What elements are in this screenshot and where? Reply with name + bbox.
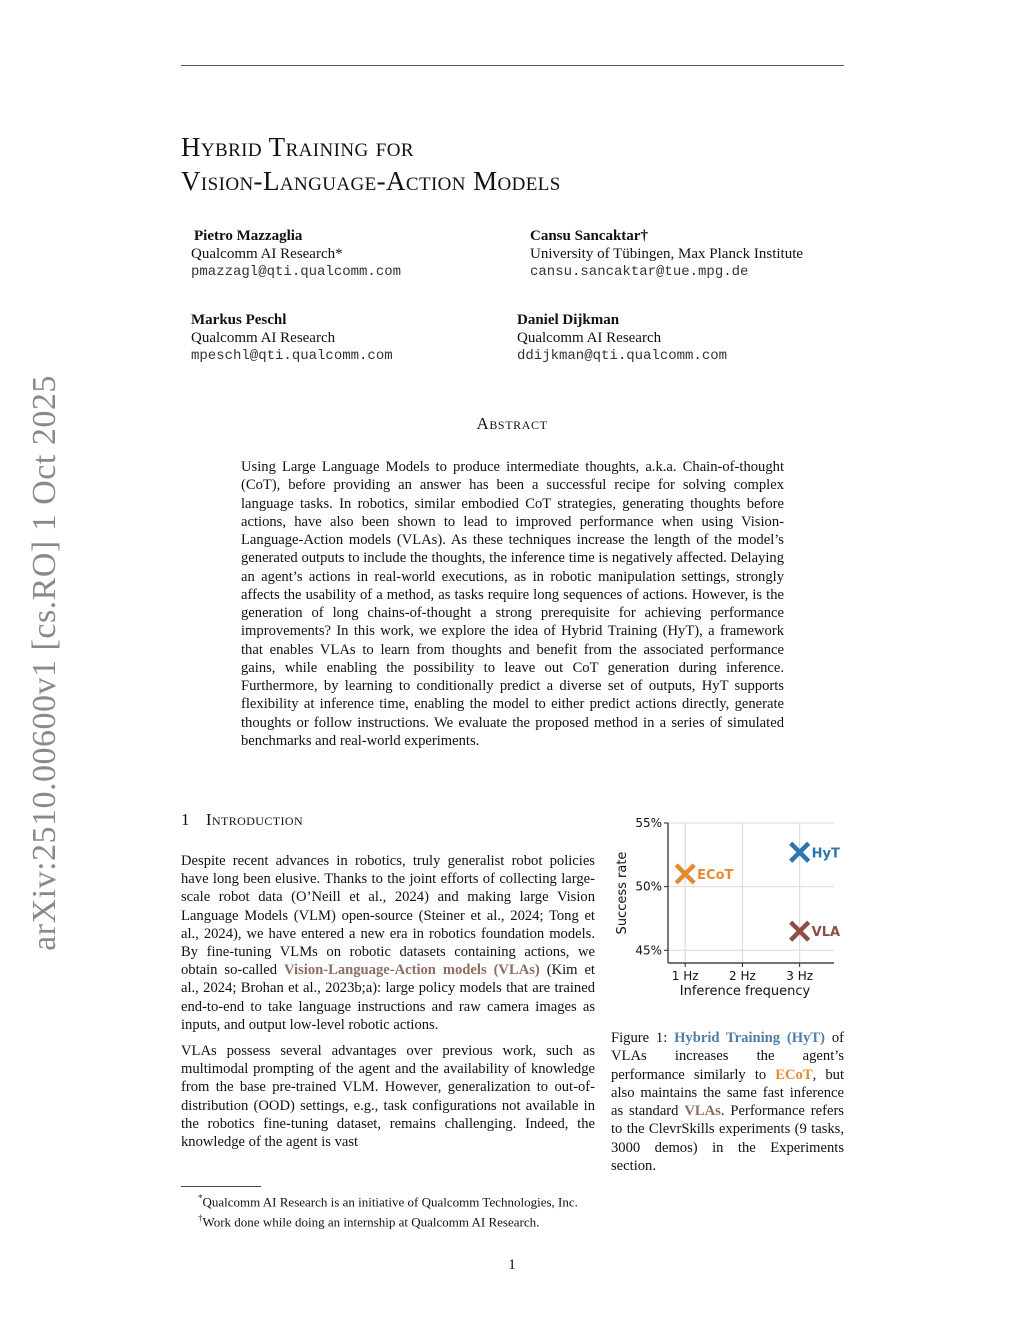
author-name: Cansu Sancaktar† [530, 228, 648, 244]
footnotes [198, 1190, 578, 1231]
caption-text: . Performance refers to the ClevrSkills experiments (9 tasks, 3000 demos) in the Experiments section. [611, 1103, 844, 1175]
footnote [198, 1210, 578, 1230]
data-label: HyT [811, 846, 840, 862]
section-number: 1 [181, 810, 190, 829]
author-email[interactable]: cansu.sancaktar@tue.mpg.de [530, 264, 749, 280]
title-line-1: Hybrid Training for [181, 132, 414, 162]
footnote-mark: † [198, 1213, 203, 1224]
page-number: 1 [508, 1257, 516, 1273]
section-title: Introduction [205, 810, 304, 829]
author-email[interactable]: mpeschl@qti.qualcomm.com [191, 348, 393, 364]
abstract-heading: Abstract [476, 414, 548, 433]
caption-label: Figure 1: [611, 1030, 668, 1046]
vlas-link[interactable]: VLAs [684, 1103, 721, 1120]
arxiv-stamp [20, 374, 70, 951]
introduction-text [181, 852, 595, 1159]
top-rule [181, 65, 844, 66]
author-email[interactable]: ddijkman@qti.qualcomm.com [517, 348, 728, 364]
author-name: Pietro Mazzaglia [194, 228, 303, 244]
abstract-text: Using Large Language Models to produce intermediate thoughts, a.k.a. Chain-of-thought (CoT), before providing an answer has been a successful recipe for solving complex language tasks. In robotics, similar embodied CoT strategies, generating thoughts before actions, have also been shown to lead to improved performance when using Vision-Language-Action models (VLAs). As these techniques increase the length of the model’s generated outputs to include the thoughts, the inference time is negatively affected. Delaying an agent’s actions in real-world executions, as in robotic manipulation settings, strongly affects the usability of a method, as tasks require long sequences of actions. However, is the generation of long chains-of-thought a strong prerequisite for achieving performance improvements? In this work, we explore the idea of Hybrid Training (HyT), a framework that enables VLAs to learn from thoughts and benefit from the associated performance gains, while enabling the possibility to leave out CoT generation during inference. Furthermore, by learning to conditionally predict a diverse set of outputs, HyT supports flexibility at inference time, enabling the model to either predict actions directly, generate thoughts or follow instructions. We evaluate the proposed method in a series of simulated benchmarks and real-world experiments. [241, 459, 784, 749]
paragraph [181, 852, 595, 1034]
author-block [191, 311, 393, 365]
x-axis-label: Inference frequency [679, 984, 811, 999]
figure-caption [611, 1029, 844, 1175]
y-axis-label: Success rate [615, 851, 630, 935]
paragraph-text: (Kim et al., 2024; Brohan et al., 2023b;a): large policy models that are trained end-to-end to take language instructions and raw camera images as inputs, and output low-level robotic actions. [181, 962, 595, 1033]
figure-1 [608, 815, 844, 1010]
author-email[interactable]: pmazzagl@qti.qualcomm.com [191, 264, 402, 280]
author-block [191, 227, 401, 281]
author-block [517, 311, 727, 365]
caption-text: of VLAs increases the agent’s performance similarly to [611, 1030, 844, 1083]
y-tick-label: 45% [635, 943, 662, 958]
section-heading [181, 810, 303, 830]
footnote-text: Qualcomm AI Research is an initiative of Qualcomm Technologies, Inc. [202, 1194, 578, 1210]
author-affiliation: Qualcomm AI Research* [191, 246, 343, 262]
data-label: ECoT [697, 867, 734, 883]
hyt-link[interactable]: Hybrid Training (HyT) [674, 1030, 826, 1046]
author-affiliation: University of Tübingen, Max Planck Institute [530, 246, 804, 262]
title-line-2: Vision-Language-Action Models [181, 166, 561, 196]
y-tick-label: 50% [635, 879, 662, 894]
vla-link[interactable]: Vision-Language-Action models (VLAs) [284, 962, 540, 979]
footnote-mark: * [198, 1193, 203, 1203]
arxiv-id: arXiv:2510.00600v1 [cs.RO] 1 Oct 2025 [26, 374, 63, 951]
author-affiliation: Qualcomm AI Research [517, 330, 662, 346]
x-tick-label: 1 Hz [671, 969, 699, 983]
paragraph-text: Despite recent advances in robotics, truly generalist robot policies have long been elusive. Thanks to the joint efforts of collecting large-scale robot data (O’Neill et al., 2024) and making large Vision Language Models (VLM) open-source (Steiner et al., 2024; Tong et al., 2024), we have entered a new era in robotics foundation models. By fine-tuning VLMs on robotic datasets containing actions, we obtain so-called [181, 853, 595, 979]
x-tick-label: 2 Hz [729, 969, 756, 983]
caption-text: , but also maintains the same fast inference as standard [611, 1066, 844, 1120]
footnote-rule [181, 1186, 261, 1187]
author-name: Daniel Dijkman [517, 312, 620, 328]
footnote [198, 1190, 578, 1210]
paper-title [181, 130, 821, 198]
success-rate-chart [608, 815, 844, 1010]
data-label: VLA [811, 925, 841, 941]
x-tick-label: 3 Hz [786, 969, 814, 983]
footnote-text: Work done while doing an internship at Qualcomm AI Research. [202, 1214, 540, 1230]
author-name: Markus Peschl [191, 312, 287, 328]
y-tick-label: 55% [635, 816, 662, 830]
paragraph: VLAs possess several advantages over previous work, such as multimodal prompting of the agent and the availability of knowledge from the base pre-trained VLM. However, generalization to out-of-distribution (OOD) settings, e.g., task configurations not available in the robotics fine-tuning dataset, remains challenging. Indeed, the knowledge of the agent is vast [181, 1043, 595, 1151]
ecot-link[interactable]: ECoT [775, 1066, 813, 1083]
author-block [530, 227, 803, 281]
author-affiliation: Qualcomm AI Research [191, 330, 336, 346]
